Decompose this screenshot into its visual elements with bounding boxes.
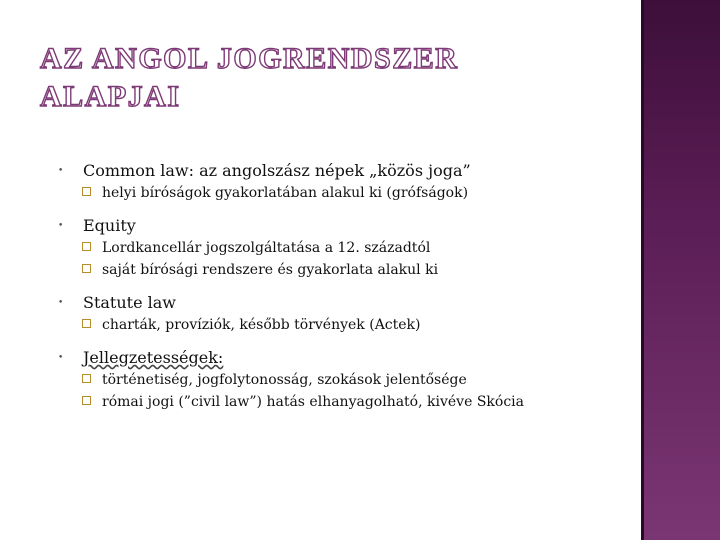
bullet-list bbox=[58, 158, 618, 413]
sub-bullet-text: helyi bíróságok gyakorlatában alakul ki (grófságok) bbox=[102, 185, 469, 201]
sub-bullet-item bbox=[58, 391, 618, 413]
bullet-item bbox=[58, 347, 618, 369]
title-line-2: ALAPJAI bbox=[40, 80, 181, 113]
slide-title bbox=[40, 40, 600, 116]
square-bullet-icon bbox=[82, 374, 91, 383]
bullet-item bbox=[58, 215, 618, 237]
sub-bullet-item bbox=[58, 259, 618, 281]
bullet-dot-icon: • bbox=[58, 221, 64, 231]
bullet-item bbox=[58, 292, 618, 314]
sub-bullet-text: saját bírósági rendszere és gyakorlata alakul ki bbox=[102, 262, 439, 278]
side-decoration-band bbox=[641, 0, 720, 540]
bullet-text: Statute law bbox=[83, 293, 176, 312]
bullet-dot-icon: • bbox=[58, 166, 64, 176]
square-bullet-icon bbox=[82, 242, 91, 251]
sub-bullet-item bbox=[58, 369, 618, 391]
title-line-1: AZ ANGOL JOGRENDSZER bbox=[40, 42, 459, 75]
bullet-dot-icon: • bbox=[58, 353, 64, 363]
sub-bullet-item bbox=[58, 314, 618, 336]
sub-bullet-text: charták, províziók, később törvények (Actek) bbox=[102, 317, 421, 333]
square-bullet-icon bbox=[82, 264, 91, 273]
bullet-text: Equity bbox=[83, 216, 136, 235]
bullet-dot-icon: • bbox=[58, 298, 64, 308]
bullet-text: Jellegzetességek: bbox=[83, 348, 224, 367]
square-bullet-icon bbox=[82, 187, 91, 196]
side-band-stripe bbox=[641, 0, 644, 540]
sub-bullet-text: történetiség, jogfolytonosság, szokások jelentősége bbox=[102, 372, 467, 388]
sub-bullet-text: Lordkancellár jogszolgáltatása a 12. századtól bbox=[102, 240, 431, 256]
sub-bullet-item bbox=[58, 237, 618, 259]
bullet-item bbox=[58, 160, 618, 182]
square-bullet-icon bbox=[82, 319, 91, 328]
bullet-text: Common law: az angolszász népek „közös joga” bbox=[83, 161, 471, 180]
square-bullet-icon bbox=[82, 396, 91, 405]
sub-bullet-item bbox=[58, 182, 618, 204]
sub-bullet-text: római jogi (”civil law”) hatás elhanyagolható, kivéve Skócia bbox=[102, 394, 524, 410]
